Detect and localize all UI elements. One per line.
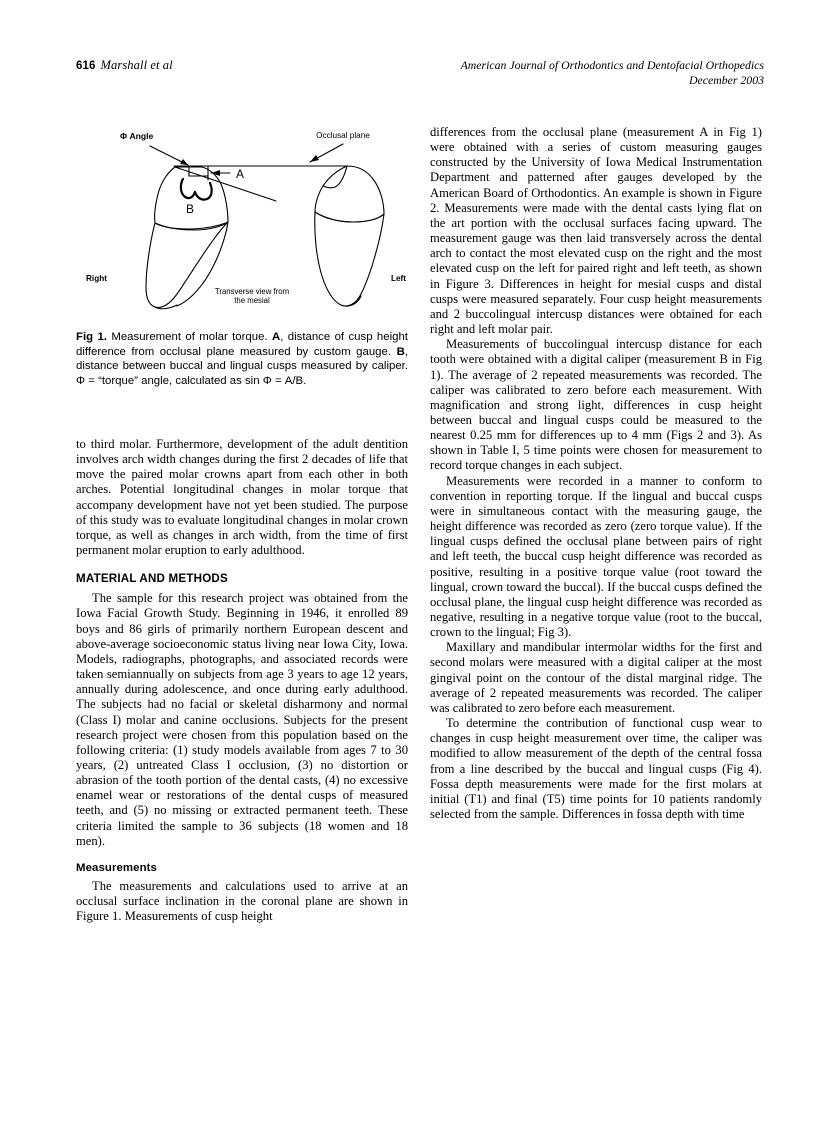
occlusal-plane-label: Occlusal plane (316, 131, 370, 140)
author-names: Marshall et al (100, 58, 173, 72)
paragraph-continued: to third molar. Furthermore, development of the adult dentition involves arch width changes during the first 2 decades of life that move the paired molar crowns apart from each other in both arches. Potential longitudinal changes in molar torque that accompany development have not yet been studied. The purpose of this study was to evaluate longitudinal changes in molar crown torque, as well as changes in arch width, from the time of first permanent molar eruption to early adulthood. (76, 437, 408, 558)
paragraph-right-2: Measurements of buccolingual intercusp distance for each tooth were obtained with a digital caliper (measurement B in Fig 1). The average of 2 repeated measurements was recorded. The caliper was calibrated to zero before each measurement. With magnification and strong light, differences in cusp height between buccal and lingual cusps could be measured to the nearest 0.25 mm for differences up to 4 mm (Figs 2 and 3). As shown in Table I, 5 time points were chosen for measurement to record torque changes in each subject. (430, 337, 762, 473)
figure-caption-label: Fig 1. (76, 331, 107, 343)
paragraph-right-3: Measurements were recorded in a manner to conform to convention in reporting torque. If the lingual and buccal cusps were in simultaneous contact with the measuring gauge, the height difference was recorded as zero (zero torque value). If the lingual cusps defined the occlusal plane between pairs of right and left teeth, the buccal cusp height difference was recorded as positive, resulting in a positive torque value (root toward the lingual, crown toward the buccal). If the buccal cusps defined the occlusal plane, the lingual cusp height difference was recorded as negative, resulting in a negative torque value (root to the buccal, crown to the lingual; Fig 3). (430, 473, 762, 640)
left-molar-crown (315, 166, 384, 222)
paragraph-right-4: Maxillary and mandibular intermolar widths for the first and second molars were measured with a digital caliper at the most gingival point on the contour of the distal marginal ridge. The average of 2 repeated measurements was recorded. The caliper was calibrated to zero before each measurement. (430, 640, 762, 715)
figure-caption-bold-b: B (396, 345, 405, 358)
heading-measurements: Measurements (76, 861, 157, 874)
paragraph-right-5: To determine the contribution of functional cusp wear to changes in cusp height measurement over time, the caliper was modified to allow measurement of the depth of the central fossa from a line described by the buccal and lingual cusps (Fig 4). Fossa depth measurements were made for the first molars at initial (T1) and final (T5) time points for 10 patients randomly selected from the sample. Differences in fossa depth with time (430, 716, 762, 822)
view-description-line2: the mesial (234, 296, 270, 305)
running-head (76, 58, 764, 98)
left-column-body (76, 437, 408, 924)
running-head-left (76, 58, 173, 73)
measurement-a-label: A (236, 167, 245, 181)
page-number: 616 (76, 60, 96, 72)
journal-title: American Journal of Orthodontics and Dentofacial Orthopedics (460, 58, 764, 72)
left-molar-notch (323, 166, 347, 188)
right-side-label: Right (86, 274, 107, 283)
phi-symbol-label: Φ Angle (120, 131, 154, 141)
figure-1 (76, 124, 410, 388)
figure-caption-text-3: , distance between buccal and lingual cusps measured by caliper. Φ = “torque” angle, calculated as sin Φ = A/B. (76, 345, 408, 387)
measurement-b-label: B (186, 202, 195, 216)
paragraph-measurements: The measurements and calculations used to arrive at an occlusal surface inclination in the coronal plane are shown in Figure 1. Measurements of cusp height (76, 878, 408, 924)
paragraph-sample: The sample for this research project was obtained from the Iowa Facial Growth Study. Beginning in 1946, it enrolled 89 boys and 86 girls of primarily northern European descent and above-average socioeconomic status living near Iowa City, Iowa. Models, radiographs, photographs, and associated records were taken semiannually on subjects from age 3 years to age 12 years, annually during adolescence, and once during early adulthood. The subjects had no facial or skeletal disharmony and normal (Class I) molar and canine occlusions. Subjects for the present research project were chosen from this population based on the following criteria: (1) study models available from ages 7 to 30 years, (2) untreated Class I occlusion, (3) no distortion or abrasion of the tooth portion of the dental casts, (4) no excessive enamel wear or restorations of the dental cusps of measured teeth, and (5) no missing or extracted permanent teeth. These criteria limited the sample to 36 subjects (18 women and 18 men). (76, 591, 408, 848)
running-head-right (461, 58, 764, 88)
view-description-line1: Transverse view from (214, 287, 290, 296)
buccal-cusp-curve (195, 183, 212, 200)
figure-caption-text-2: , distance of cusp height difference from occlusal plane measured by custom gauge. (76, 331, 408, 358)
paragraph-right-1: differences from the occlusal plane (measurement A in Fig 1) were obtained with a series of custom measuring gauges constructed by the University of Iowa Medical Instrumentation Department and patterned after gauges developed by the American Board of Orthodontics. An example is shown in Figure 2. Measurements were made with the dental casts lying flat on the art portion with the occlusal surfaces facing upward. The measurement gauge was then laid transversely across the dental arch to contact the most elevated cusp on the right and the most elevated cusp on the left for paired right and left teeth, as shown in Figure 3. Differences in height for mesial cusps and distal cusps were measured separately. Four cusp height measurements and 2 buccolingual intercusp distances were obtained for each right and left molar pair. (430, 125, 762, 337)
right-column-body (430, 125, 762, 822)
figure-caption-bold-a: A (272, 331, 281, 343)
figure-1-artwork (76, 124, 410, 316)
figure-1-caption (76, 330, 408, 388)
issue-date: December 2003 (688, 73, 764, 87)
left-side-label: Left (391, 274, 407, 283)
figure-caption-text-1: Measurement of molar torque. (106, 331, 272, 343)
heading-material-and-methods: MATERIAL AND METHODS (76, 572, 228, 586)
lingual-cusp-curve (181, 179, 195, 198)
